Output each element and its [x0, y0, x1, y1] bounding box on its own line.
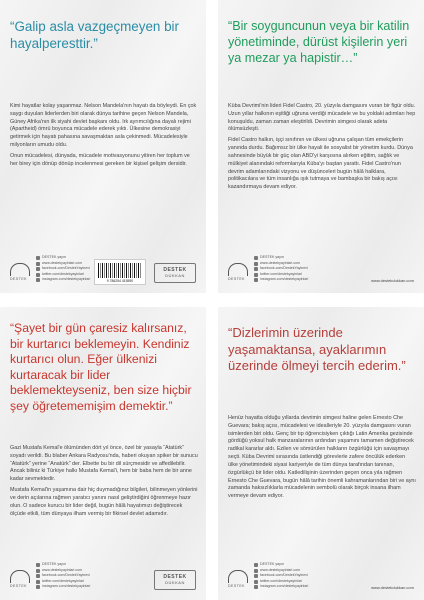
- book-back-cover-ataturk: [0, 307, 206, 600]
- publisher-icon: [254, 563, 258, 567]
- publisher-icon: [36, 256, 40, 260]
- book-back-cover-castro: [218, 0, 424, 293]
- description-paragraph: Kimi hayatlar kolay yaşanmaz. Nelson Mandela'nın hayatı da böyleydi. En çok saygı duyulan liderlerden biri olarak dünya tarihine geçen Nelson Mandela, Güney Afrika'nın ilk siyahi devlet başkanı oldu. Irk ayrımcılığına dayalı rejimi (Apartheid) ömrü boyunca mücadele ederek yıktı. Ülkesine demokrasiyi getirmek için hayatı pahasına savaşmaktan asla çekinmedi. Mücadelesiyle milyonların umudu oldu.: [10, 103, 197, 149]
- social-text: DESTEK yayın: [42, 255, 66, 260]
- barcode: [94, 259, 146, 285]
- social-text: www.destekyayinlari.com: [42, 260, 83, 265]
- description-paragraph: Fidel Castro halkın, işçi sınıfının ve ülkesi uğruna çalışan tüm emekçilerin yanında durdu. Bağımsız bir ülke hayali ile sosyalist bir yönetim kurdu. Dünya sahnesinde büyük bir güç olan ABD'yi karşısına alırken eğitim, sağlık ve mülkiyet alanındaki reformlarıyla Küba'yı baştan yarattı. Fidel Castro'nun devrim adamlarındaki vizyonu ve düşünceleri bugün hâlâ halklara, politikacılara ve tüm insanlığa ışık tutmaya ve bambaşka bir bakış açısı kazandırmaya devam ediyor.: [228, 137, 413, 191]
- destek-dukkan-logo: DESTEK DÜKKAN: [154, 263, 196, 283]
- social-links: DESTEK yayın www.destekyayinlari.com facebook.com/DestekYayinevi twitter.com/destekyayinlari instagram.com/destekyayinlari: [254, 255, 308, 283]
- web-icon: [36, 569, 40, 573]
- social-links: [36, 255, 90, 283]
- twitter-icon: [254, 580, 258, 584]
- instagram-icon: [254, 585, 258, 589]
- cover-footer: [10, 253, 198, 287]
- cover-quote: “Dizlerimin üzerinde yaşamaktansa, ayaklarımın üzerinde ölmeyi tercih ederim.”: [228, 325, 406, 374]
- cover-description: [228, 415, 416, 504]
- social-links: DESTEK yayın www.destekyayinlari.com facebook.com/DestekYayinevi twitter.com/destekyayinlari instagram.com/destekyayinlari: [254, 562, 308, 590]
- cover-quote: “Bir soyguncunun veya bir katilin yönetiminde, dürüst kişilerin yeri ya mezar ya hapistir…”: [228, 19, 410, 66]
- social-text: twitter.com/destekyayinlari: [42, 271, 84, 276]
- book-back-cover-che-guevara: [218, 307, 424, 600]
- cover-description: [228, 103, 416, 195]
- instagram-icon: [36, 278, 40, 282]
- facebook-icon: [36, 267, 40, 271]
- cover-footer: [228, 253, 416, 287]
- description-paragraph: Gazi Mustafa Kemal'e ölümünden dört yıl önce, özel bir yasayla “Atatürk” soyadı verildi. Bu blaber Ankara Radyosu'nda, haberi okuyan spiker bir sunucu “Atatürk” yerine “Anatürk” der. Elbette bu bir dil sürçmesidir ve affedilebilir. Ancak biliniz ki Türkiye halkı Mustafa Kemal'i, hem bir baba hem de bir anne kadar sevmektedir.: [10, 445, 198, 483]
- description-paragraph: Mustafa Kemal'in yaşamına dair hiç duymadığınız bilgileri, bilinmeyen yönlerini ve derin açılarına rağmen yaratıcı yanını nasıl geliştirdiğini öğrenmeye hazır olun. O sadece kurucu bir lider değil, bugün hâlâ hayatımızı değiştirecek ölçüde etkili, tüm dünyaya ilham vermiş bir fikirsel devlet adamıdır.: [10, 487, 198, 517]
- cover-footer: [228, 560, 416, 594]
- twitter-icon: [36, 580, 40, 584]
- publisher-logo-icon: DESTEK: [228, 263, 248, 285]
- facebook-icon: [254, 267, 258, 271]
- website-url: www.destekdukkan.com: [371, 585, 414, 590]
- cover-description: [10, 103, 198, 172]
- cover-quote: “Şayet bir gün çaresiz kalırsanız, bir kurtarıcı beklemeyin. Kendiniz kurtarıcı olun. Eğer ülkenizi kurtaracak bir lider beklemekteyseniz, ben size hiçbir şey öğretememişim demektir.”: [10, 321, 192, 414]
- publisher-icon: [36, 563, 40, 567]
- instagram-icon: [254, 278, 258, 282]
- destek-dukkan-logo: DESTEK DÜKKAN: [154, 570, 196, 590]
- publisher-logo-icon: DESTEK: [10, 570, 30, 592]
- cover-description: [10, 445, 198, 521]
- social-text: instagram.com/destekyayinlari: [42, 277, 91, 282]
- website-url: www.destekdukkan.com: [371, 278, 414, 283]
- description-paragraph: Küba Devrimi'nin lideri Fidel Castro, 20. yüzyıla damgasını vuran bir figür oldu. Uzun yıllar halkının eşitliği uğruna verdiği mücadele ve bu yoldaki adımları hep konuşuldu, zaman zaman eleştirildi. Devrimin simgesi olarak adeta ölümsüzleşti.: [228, 103, 416, 133]
- web-icon: [254, 262, 258, 266]
- social-text: facebook.com/DestekYayinevi: [42, 266, 90, 271]
- instagram-icon: [36, 585, 40, 589]
- twitter-icon: [36, 273, 40, 277]
- facebook-icon: [254, 574, 258, 578]
- cover-quote: “Galip asla vazgeçmeyen bir hayalperesttir.”: [10, 19, 179, 52]
- web-icon: [254, 569, 258, 573]
- description-paragraph: Henüz hayatta olduğu yıllarda devrimin simgesi haline gelen Ernesto Che Guevara; bakış açısı, mücadelesi ve idealleriyle 20. yüzyıla damgasını vuran isimlerden biri oldu. Genç bir tıp öğrencisiyken çıktığı Latin Amerika gezisinde gördüğü yoksul halk manzaralarının ardından yaşamını tamamen değiştirecek radikal kararlar aldı. Ezilen ve sömürülen halkların özgürlüğü için savaşmayı seçti. Küba Devrimi sırasında üstlendiği görevlerle zafere öncülük ederken ülke yönetimindeki siyasi kariyeriyle de tüm dünya tarafından tanınan, özgürlükçü bir lider oldu. Katledilişinin üzerinden geçen onca yıla rağmen Ernesto Che Guevara, bugün hâlâ tarihin önemli kahramanlarından biri ve aynı zamanda haksızlıklarla mücadelenin sembolü olarak birçok insana ilham vermeye devam ediyor.: [228, 415, 416, 500]
- publisher-logo-icon: DESTEK: [228, 570, 248, 592]
- web-icon: [36, 262, 40, 266]
- social-links: DESTEK yayın www.destekyayinlari.com facebook.com/DestekYayinevi twitter.com/destekyayinlari instagram.com/destekyayinlari: [36, 562, 90, 590]
- twitter-icon: [254, 273, 258, 277]
- publisher-icon: [254, 256, 258, 260]
- description-paragraph: Onun mücadelesi, dünyada, mücadele motivasyonunu yitiren her toplum ve her birey için dönüp dönüp incelenmesi gereken bir kişisel gelişim dersidir.: [10, 152, 190, 167]
- facebook-icon: [36, 574, 40, 578]
- barcode-number: 9 786254 415590: [106, 279, 134, 283]
- book-back-cover-mandela: [0, 0, 206, 293]
- cover-footer: [10, 560, 198, 594]
- publisher-logo-icon: DESTEK: [10, 263, 30, 285]
